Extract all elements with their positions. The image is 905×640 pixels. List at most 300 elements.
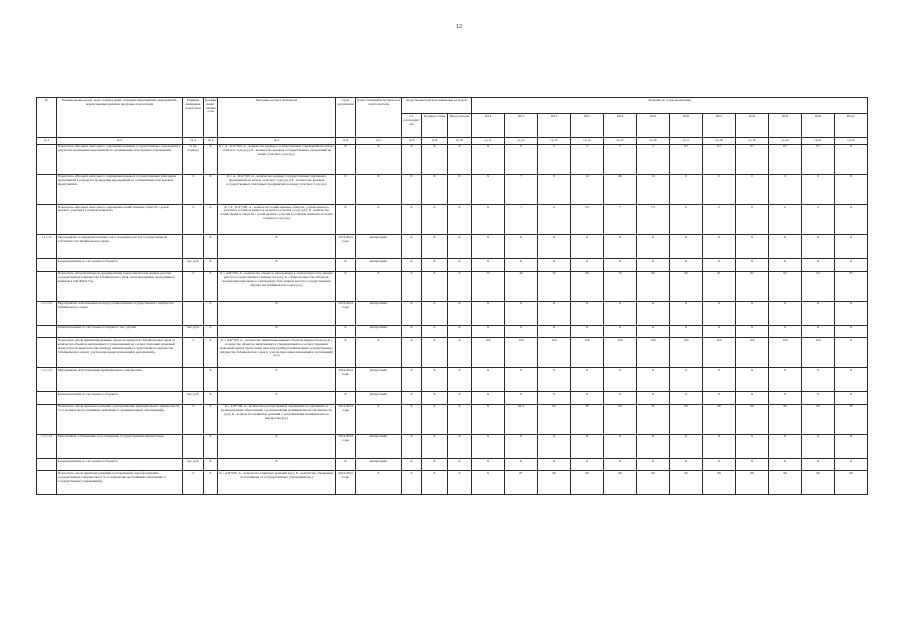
row-method: X xyxy=(218,325,336,337)
row-year-value: X xyxy=(505,301,538,325)
column-number: гр.10 xyxy=(448,138,472,144)
table-row xyxy=(37,301,868,325)
row-code-gr: X xyxy=(402,434,422,458)
row-year-value: X xyxy=(670,301,703,325)
header-total: Итого xyxy=(835,114,868,138)
row-period: 2014-2024 годы xyxy=(336,235,356,259)
row-period: X xyxy=(336,392,356,404)
row-unit: % xyxy=(183,204,204,234)
row-exec: Департамент xyxy=(356,325,402,337)
row-code-gr: X xyxy=(402,392,422,404)
row-year-value: 0 xyxy=(736,204,769,234)
row-code-gr: X xyxy=(402,271,422,301)
row-year-value: 90 xyxy=(604,404,637,434)
column-number: гр.12 xyxy=(505,138,538,144)
row-code-gr: X xyxy=(402,235,422,259)
header-method: Методика расчета показателя xyxy=(218,98,336,138)
row-exec: X xyxy=(356,271,402,301)
row-year-value: X xyxy=(604,459,637,471)
row-code-cs: X xyxy=(422,338,448,368)
row-period: X xyxy=(336,259,356,271)
row-num xyxy=(37,338,57,368)
row-year-value: X xyxy=(604,368,637,392)
page-number: 12 xyxy=(456,24,462,30)
row-year-value: 3 xyxy=(571,144,604,174)
row-year-value: X xyxy=(802,235,835,259)
row-year-value: X xyxy=(571,259,604,271)
row-year-value: 0 xyxy=(736,174,769,204)
row-name: Показатель «Результативность формирования электронной базы данных реестра государственного имущества Забайкальского края с использованием программного комплекса SAUMI (в %)» xyxy=(57,271,183,301)
row-code-gr: X xyxy=(402,144,422,174)
column-number: гр.11 xyxy=(472,138,505,144)
column-number: гр.6 xyxy=(336,138,356,144)
row-coef: X xyxy=(204,392,218,404)
header-code-vr: Вид расходов xyxy=(448,114,472,138)
row-code-cs: X xyxy=(422,404,448,434)
row-year-value: X xyxy=(736,325,769,337)
row-year-value: X xyxy=(637,392,670,404)
header-year: 2018 xyxy=(604,114,637,138)
row-unit: % xyxy=(183,174,204,204)
header-year: 2014 xyxy=(472,114,505,138)
row-year-value: 50 xyxy=(538,271,571,301)
row-period: 2014-2024 годы xyxy=(336,301,356,325)
row-num xyxy=(37,404,57,434)
row-exec: Департамент xyxy=(356,235,402,259)
row-year-value: X xyxy=(571,434,604,458)
row-coef: X xyxy=(204,471,218,495)
row-unit xyxy=(183,235,204,259)
row-year-value: X xyxy=(802,392,835,404)
row-year-value: 90 xyxy=(670,471,703,495)
row-year-value: 100 xyxy=(769,338,802,368)
row-unit xyxy=(183,434,204,458)
row-year-value: X xyxy=(670,392,703,404)
row-code-vr: X xyxy=(448,235,472,259)
column-number: гр.21 xyxy=(802,138,835,144)
row-year-value: X xyxy=(571,368,604,392)
row-year-value: X xyxy=(769,301,802,325)
row-method: К = А/Б*100, А - количество объектов, включенных в электронную базу данных реестра государственного имущества (ед.); Б - общее количество объектов, подлежащих внесению в электронную базу данных реестра государственного имущества Забайкальского края (ед.) xyxy=(218,271,336,301)
row-year-value: X xyxy=(769,434,802,458)
row-year-value: 0 xyxy=(802,174,835,204)
row-total: 95 xyxy=(835,271,868,301)
row-year-value: X xyxy=(472,368,505,392)
row-total: 90 xyxy=(835,471,868,495)
header-year: 2020 xyxy=(670,114,703,138)
header-coef: Коэффициент значимости xyxy=(204,98,218,138)
row-name: финансирование за счет краевого бюджета xyxy=(57,392,183,404)
row-unit: % (за период) xyxy=(183,144,204,174)
table-body xyxy=(37,144,868,495)
row-year-value: 5 xyxy=(538,144,571,174)
table-row xyxy=(37,235,868,259)
column-number: гр.8 xyxy=(402,138,422,144)
row-year-value: X xyxy=(505,459,538,471)
row-year-value: 60 xyxy=(571,271,604,301)
row-year-value: X xyxy=(604,392,637,404)
row-year-value: 7 xyxy=(505,204,538,234)
row-name: Показатель «Процент ежегодного сокращения краевых государственных унитарных предприятий в результате проведения мероприятий по оптимизации сети краевых предприятий» xyxy=(57,174,183,204)
row-year-value: 6 xyxy=(505,144,538,174)
row-period: X xyxy=(336,459,356,471)
row-unit: тыс. руб. xyxy=(183,459,204,471)
row-exec: Департамент xyxy=(356,368,402,392)
header-codes: Коды бюджетной классификации расходов xyxy=(402,98,472,114)
row-code-cs: X xyxy=(422,471,448,495)
row-total: X xyxy=(835,434,868,458)
row-code-cs: X xyxy=(422,204,448,234)
header-year: 2022 xyxy=(736,114,769,138)
table-row xyxy=(37,174,868,204)
row-year-value: X xyxy=(670,459,703,471)
row-unit: % xyxy=(183,338,204,368)
row-code-gr: X xyxy=(402,259,422,271)
row-coef: X xyxy=(204,259,218,271)
row-code-vr: X xyxy=(448,459,472,471)
row-name: Показатель «Процент ежегодного сокращения хозяйственных обществ с долей краевого участия в уставном капитале» xyxy=(57,204,183,234)
row-year-value: X xyxy=(604,301,637,325)
row-code-gr: X xyxy=(402,301,422,325)
table-row xyxy=(37,459,868,471)
row-code-vr: X xyxy=(448,204,472,234)
header-code-cs: Целевая статья xyxy=(422,114,448,138)
row-coef: X xyxy=(204,404,218,434)
row-year-value: X xyxy=(604,259,637,271)
row-year-value: X xyxy=(571,459,604,471)
row-exec: Департамент xyxy=(356,459,402,471)
row-period: X xyxy=(336,271,356,301)
row-year-value: 0,7 xyxy=(769,144,802,174)
row-year-value: X xyxy=(670,235,703,259)
column-number: гр.20 xyxy=(769,138,802,144)
row-code-gr: X xyxy=(402,368,422,392)
row-year-value: X xyxy=(505,434,538,458)
row-exec: X xyxy=(356,404,402,434)
table-row xyxy=(37,392,868,404)
row-exec: Департамент xyxy=(356,392,402,404)
row-method: К = А - Б/А*100, А - количество краевых государственных унитарных предприятий на начало отчетного года (ед.); Б - количество краевых государственных унитарных предприятий на конец отчетного года (ед.) xyxy=(218,174,336,204)
row-coef: X xyxy=(204,338,218,368)
row-year-value: 100 xyxy=(571,338,604,368)
row-total: X xyxy=(835,144,868,174)
row-year-value: 70 xyxy=(604,271,637,301)
row-year-value: X xyxy=(703,259,736,271)
row-code-vr: X xyxy=(448,174,472,204)
row-code-cs: X xyxy=(422,174,448,204)
row-year-value: X xyxy=(505,392,538,404)
row-code-gr: X xyxy=(402,204,422,234)
row-code-vr: X xyxy=(448,338,472,368)
column-number: гр.14 xyxy=(571,138,604,144)
header-exec: Ответственный исполнитель и соисполнители xyxy=(356,98,402,138)
row-code-gr: X xyxy=(402,471,422,495)
row-name: финансирование за счет краевого бюджета xyxy=(57,259,183,271)
row-year-value: 90 xyxy=(736,404,769,434)
row-year-value: X xyxy=(736,368,769,392)
row-year-value: X xyxy=(769,325,802,337)
row-year-value: X xyxy=(769,259,802,271)
row-code-vr: X xyxy=(448,325,472,337)
row-num xyxy=(37,259,57,271)
column-number: гр.19 xyxy=(736,138,769,144)
row-year-value: X xyxy=(604,434,637,458)
row-name: Показатель «Доля принятых решений, распоряжений, переоформлению государственного имущества (в % от количества поступивших обращений от государственных учреждений)» xyxy=(57,471,183,495)
row-year-value: X xyxy=(802,459,835,471)
header-values: Значения по годам реализации xyxy=(472,98,868,114)
row-code-vr: X xyxy=(448,404,472,434)
header-year: 2017 xyxy=(571,114,604,138)
row-code-cs: X xyxy=(422,392,448,404)
row-total: 90 xyxy=(835,404,868,434)
header-year: 2015 xyxy=(505,114,538,138)
row-year-value: 100 xyxy=(604,338,637,368)
row-year-value: X xyxy=(472,434,505,458)
row-year-value: 82,5 xyxy=(505,404,538,434)
row-year-value: 0 xyxy=(769,204,802,234)
row-year-value: 9 xyxy=(670,174,703,204)
row-year-value: 40 xyxy=(505,271,538,301)
row-year-value: X xyxy=(703,392,736,404)
row-exec: X xyxy=(356,338,402,368)
row-year-value: 90 xyxy=(604,471,637,495)
row-code-cs: X xyxy=(422,259,448,271)
row-exec: X xyxy=(356,144,402,174)
table-row xyxy=(37,368,868,392)
row-year-value: X xyxy=(802,301,835,325)
row-year-value: X xyxy=(736,259,769,271)
header-year: 2024 xyxy=(802,114,835,138)
row-coef: X xyxy=(204,174,218,204)
row-year-value: X xyxy=(637,235,670,259)
row-year-value: X xyxy=(769,392,802,404)
row-year-value: X xyxy=(802,259,835,271)
row-year-value: 90 xyxy=(736,471,769,495)
row-year-value: X xyxy=(736,301,769,325)
row-exec: X xyxy=(356,471,402,495)
row-code-cs: X xyxy=(422,459,448,471)
row-total: X xyxy=(835,459,868,471)
row-code-cs: X xyxy=(422,368,448,392)
row-code-cs: X xyxy=(422,235,448,259)
row-year-value: 90 xyxy=(670,404,703,434)
row-year-value: 0,7 xyxy=(670,144,703,174)
table-row xyxy=(37,271,868,301)
row-year-value: X xyxy=(703,325,736,337)
row-total: X xyxy=(835,204,868,234)
table-row xyxy=(37,434,868,458)
row-year-value: X xyxy=(736,235,769,259)
row-year-value: 7 xyxy=(604,204,637,234)
row-coef: X xyxy=(204,271,218,301)
row-year-value: 0,7 xyxy=(703,144,736,174)
row-code-cs: X xyxy=(422,144,448,174)
row-method: К = А/Б*100, А - количество рассмотренных обращений, поступивших от муниципальных образований, о разграничении муниципальной собственности (ед.); Б - количество принятых решений о разграничении муниципального имущества (ед.) xyxy=(218,404,336,434)
row-code-vr: X xyxy=(448,368,472,392)
row-name: Мероприятие «Организация процедур приватизации государственного имущества Забайкальского края» xyxy=(57,301,183,325)
row-code-gr: X xyxy=(402,338,422,368)
row-year-value: X xyxy=(571,301,604,325)
row-year-value: X xyxy=(538,301,571,325)
row-year-value: 90 xyxy=(571,404,604,434)
row-year-value: X xyxy=(571,325,604,337)
row-unit: тыс. руб. xyxy=(183,392,204,404)
column-number: гр.13 xyxy=(538,138,571,144)
row-unit: % xyxy=(183,271,204,301)
row-period: X xyxy=(336,325,356,337)
row-year-value: 9 xyxy=(538,174,571,204)
row-year-value: 94 xyxy=(802,271,835,301)
row-year-value: X xyxy=(472,259,505,271)
row-year-value: 0,7 xyxy=(802,144,835,174)
row-method: X xyxy=(218,392,336,404)
row-year-value: X xyxy=(472,301,505,325)
row-year-value: X xyxy=(637,459,670,471)
table-row xyxy=(37,204,868,234)
row-year-value: X xyxy=(703,301,736,325)
table-row xyxy=(37,338,868,368)
row-method: К = А - Б/А*100, А - количество хозяйственных обществ с долей краевого участия в уставном капитале на начало отчетного года (ед.); Б - количество хозяйственных обществ с долей краевого участия в уставном капитале на конец отчетного года (ед.) xyxy=(218,204,336,234)
row-code-vr: X xyxy=(448,392,472,404)
row-coef: X xyxy=(204,301,218,325)
row-method: К = А/Б*100, А - количество принятых решений (ед.); Б - количество обращений, поступивших от государственных учреждений (ед.) xyxy=(218,471,336,495)
row-year-value: 100 xyxy=(637,338,670,368)
row-coef: X xyxy=(204,144,218,174)
row-year-value: X xyxy=(769,459,802,471)
row-year-value: X xyxy=(472,204,505,234)
row-year-value: 90 xyxy=(538,471,571,495)
row-year-value: 90 xyxy=(670,271,703,301)
row-year-value: X xyxy=(472,144,505,174)
row-code-vr: X xyxy=(448,434,472,458)
column-number: гр.5 xyxy=(218,138,336,144)
column-number: гр.3 xyxy=(183,138,204,144)
row-year-value: X xyxy=(703,368,736,392)
row-period: X xyxy=(336,338,356,368)
row-year-value: X xyxy=(703,434,736,458)
row-unit: % xyxy=(183,471,204,495)
row-year-value: 0 xyxy=(703,204,736,234)
table-row xyxy=(37,471,868,495)
row-year-value: 6 xyxy=(538,204,571,234)
row-year-value: X xyxy=(802,368,835,392)
row-name: финансирование за счет краевого бюджета, тыс. рублей xyxy=(57,325,183,337)
row-year-value: X xyxy=(670,434,703,458)
row-code-cs: X xyxy=(422,301,448,325)
row-year-value: X xyxy=(703,459,736,471)
header-period: Срок реализации xyxy=(336,98,356,138)
row-code-vr: X xyxy=(448,271,472,301)
row-exec: Департамент xyxy=(356,434,402,458)
row-code-gr: X xyxy=(402,174,422,204)
row-year-value: X xyxy=(637,259,670,271)
row-year-value: X xyxy=(736,459,769,471)
row-year-value: 91 xyxy=(703,271,736,301)
row-method: X xyxy=(218,434,336,458)
row-unit: % xyxy=(183,404,204,434)
column-number: гр.22 xyxy=(835,138,868,144)
header-unit: Единица измерения показателя xyxy=(183,98,204,138)
row-total: X xyxy=(835,174,868,204)
row-year-value: X xyxy=(538,259,571,271)
row-year-value: 80 xyxy=(637,271,670,301)
row-exec: X xyxy=(356,204,402,234)
row-name: Показатель «Доля приватизированных объектов имущества Забайкальского края от количества объектов, включенных в утвержденный на соответствующий плановый период прогнозный план (программу) приватизации государственного имущества Забайкальского края (с учетом внесенных изменений и дополнений)» xyxy=(57,338,183,368)
row-coef: X xyxy=(204,235,218,259)
indicators-table xyxy=(36,97,868,495)
row-year-value: X xyxy=(604,325,637,337)
table-row xyxy=(37,404,868,434)
row-code-gr: X xyxy=(402,459,422,471)
row-year-value: X xyxy=(637,325,670,337)
row-num xyxy=(37,204,57,234)
row-unit xyxy=(183,301,204,325)
row-coef: X xyxy=(204,204,218,234)
row-year-value: 14 xyxy=(637,174,670,204)
row-year-value: X xyxy=(538,368,571,392)
row-year-value: X xyxy=(637,434,670,458)
row-year-value: 0 xyxy=(769,174,802,204)
row-year-value: 90 xyxy=(637,471,670,495)
column-number: гр.16 xyxy=(637,138,670,144)
row-year-value: X xyxy=(571,235,604,259)
header-year: 2021 xyxy=(703,114,736,138)
header-num: № xyxy=(37,98,57,138)
row-year-value: X xyxy=(472,392,505,404)
row-period: 2014-2024 годы xyxy=(336,404,356,434)
row-year-value: 0 xyxy=(670,204,703,234)
row-year-value: X xyxy=(472,235,505,259)
row-year-value: 92 xyxy=(736,271,769,301)
header-code-gr: Гл. распорядитель xyxy=(402,114,422,138)
row-code-vr: X xyxy=(448,144,472,174)
row-year-value: X xyxy=(472,404,505,434)
row-year-value: X xyxy=(736,434,769,458)
row-exec: X xyxy=(356,174,402,204)
row-coef: X xyxy=(204,434,218,458)
row-year-value: 46 xyxy=(604,174,637,204)
row-year-value: X xyxy=(604,235,637,259)
row-year-value: X xyxy=(670,368,703,392)
row-total: X xyxy=(835,301,868,325)
row-unit: тыс. руб. xyxy=(183,325,204,337)
row-code-cs: X xyxy=(422,271,448,301)
row-year-value: 100 xyxy=(538,338,571,368)
row-year-value: 3 xyxy=(604,144,637,174)
column-number: гр.9 xyxy=(422,138,448,144)
row-year-value: X xyxy=(538,325,571,337)
row-year-value: X xyxy=(736,392,769,404)
row-exec: Департамент xyxy=(356,301,402,325)
row-year-value: 90 xyxy=(802,404,835,434)
row-year-value: 100 xyxy=(670,338,703,368)
column-number: гр.17 xyxy=(670,138,703,144)
header-year: 2016 xyxy=(538,114,571,138)
row-total: X xyxy=(835,338,868,368)
row-year-value: X xyxy=(802,325,835,337)
row-method: X xyxy=(218,259,336,271)
row-unit: тыс. руб. xyxy=(183,259,204,271)
column-number: гр.1 xyxy=(37,138,57,144)
row-year-value: 0,7 xyxy=(736,144,769,174)
row-year-value: 100 xyxy=(736,338,769,368)
row-num: 1.1.1.11 xyxy=(37,235,57,259)
row-year-value: 90 xyxy=(802,471,835,495)
row-coef: X xyxy=(204,459,218,471)
row-year-value: X xyxy=(505,368,538,392)
table-header-row xyxy=(37,98,868,114)
row-total: X xyxy=(835,368,868,392)
